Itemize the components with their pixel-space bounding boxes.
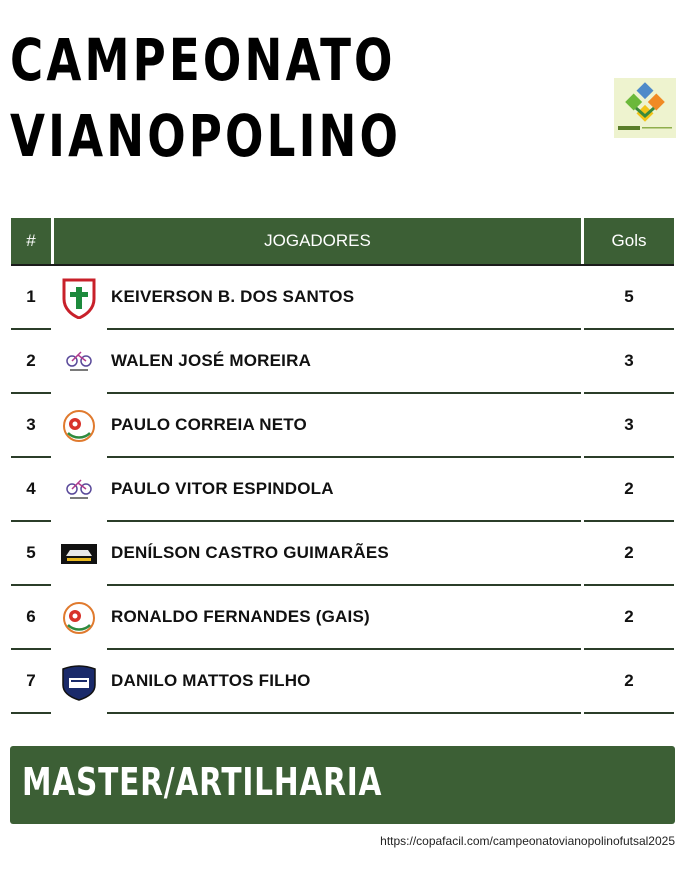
soccer-ball-crest-icon: [51, 586, 107, 650]
rank-cell: 3: [11, 394, 51, 458]
player-name: DANILO MATTOS FILHO: [107, 650, 581, 714]
category-banner: [10, 746, 675, 824]
rank-cell: 5: [11, 522, 51, 586]
cyclist-crest-icon: [51, 330, 107, 394]
shield-crest-icon: [51, 650, 107, 714]
column-header-rank: #: [11, 218, 51, 264]
scorers-table: [11, 218, 674, 714]
goals-cell: 2: [584, 458, 674, 522]
page-title: [10, 22, 401, 174]
goals-cell: 3: [584, 394, 674, 458]
goals-cell: 5: [584, 266, 674, 330]
goals-cell: 2: [584, 586, 674, 650]
goals-cell: 2: [584, 522, 674, 586]
player-name: PAULO VITOR ESPINDOLA: [107, 458, 581, 522]
page-title-line-1: CAMPEONATO: [10, 26, 396, 94]
banner-title: MASTER/ARTILHARIA: [22, 760, 383, 804]
vianopolis-logo-icon: [614, 78, 676, 138]
table-row: [11, 650, 674, 714]
portuguesa-cross-crest-icon: [51, 266, 107, 330]
table-row: [11, 330, 674, 394]
car-crest-icon: [51, 522, 107, 586]
table-row: [11, 586, 674, 650]
column-header-players: JOGADORES: [54, 218, 581, 264]
column-header-goals: Gols: [584, 218, 674, 264]
goals-cell: 2: [584, 650, 674, 714]
page-title-line-2: VIANOPOLINO: [10, 102, 402, 170]
rank-cell: 1: [11, 266, 51, 330]
rank-cell: 7: [11, 650, 51, 714]
cyclist-crest-icon: [51, 458, 107, 522]
player-name: RONALDO FERNANDES (GAIS): [107, 586, 581, 650]
rank-cell: 2: [11, 330, 51, 394]
goals-cell: 3: [584, 330, 674, 394]
player-name: PAULO CORREIA NETO: [107, 394, 581, 458]
rank-cell: 6: [11, 586, 51, 650]
rank-cell: 4: [11, 458, 51, 522]
player-name: KEIVERSON B. DOS SANTOS: [107, 266, 581, 330]
table-row: [11, 266, 674, 330]
table-row: [11, 458, 674, 522]
table-header: [11, 218, 674, 266]
table-row: [11, 394, 674, 458]
player-name: DENÍLSON CASTRO GUIMARÃES: [107, 522, 581, 586]
soccer-ball-crest-icon: [51, 394, 107, 458]
player-name: WALEN JOSÉ MOREIRA: [107, 330, 581, 394]
footer-url: https://copafacil.com/campeonatovianopolinofutsal2025: [380, 834, 675, 848]
table-row: [11, 522, 674, 586]
